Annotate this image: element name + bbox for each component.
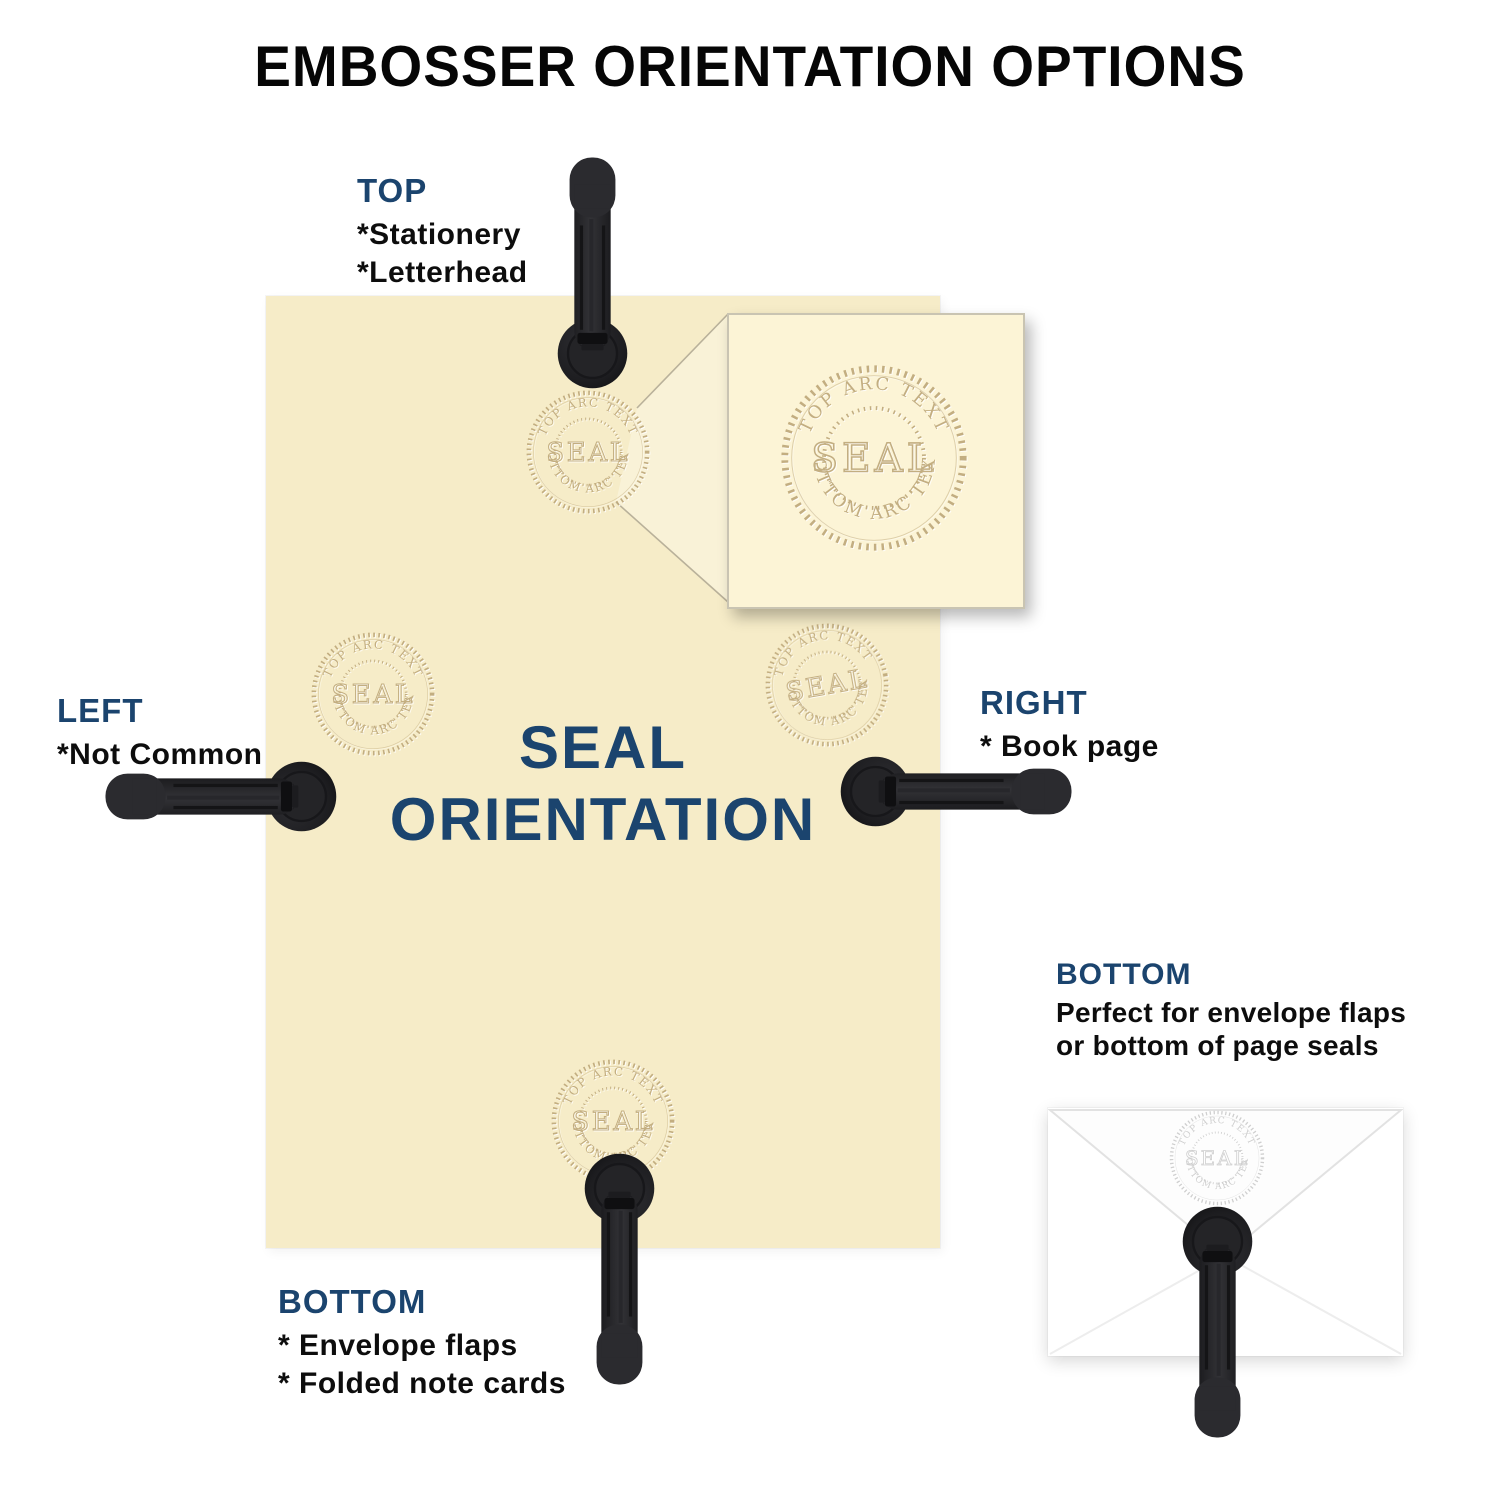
label-left-item: *Not Common [57,738,263,771]
label-bottom-heading: BOTTOM [278,1283,427,1320]
page-title: EMBOSSER ORIENTATION OPTIONS [254,33,1246,99]
label-right-item: * Book page [980,730,1159,763]
label-bottom [278,1283,566,1403]
label-left-heading: LEFT [57,692,144,729]
label-left [57,692,262,774]
label-bottom-right-desc: or bottom of page seals [1056,1030,1379,1061]
label-bottom-right [1056,958,1406,1062]
label-top-heading: TOP [357,172,428,209]
embossed-seal-envelope [1167,1108,1267,1208]
label-bottom-item: * Folded note cards [278,1367,566,1400]
label-right-heading: RIGHT [980,684,1088,721]
label-top [357,172,528,292]
embosser-top [545,148,640,393]
embossed-seal-top [523,387,653,517]
label-bottom-item: * Envelope flaps [278,1329,518,1362]
inset-zoom-panel [727,313,1025,609]
label-right [980,684,1159,766]
label-top-item: *Stationery [357,218,521,251]
embosser-envelope [1170,1202,1265,1447]
center-caption-line2: ORIENTATION [389,786,817,853]
center-caption-line1: SEAL [518,714,688,781]
embosser-bottom [572,1149,667,1394]
label-bottom-right-heading: BOTTOM [1056,958,1192,991]
embossed-seal-inset [776,360,972,556]
label-bottom-right-desc: Perfect for envelope flaps [1056,997,1407,1028]
label-top-item: *Letterhead [357,256,528,289]
